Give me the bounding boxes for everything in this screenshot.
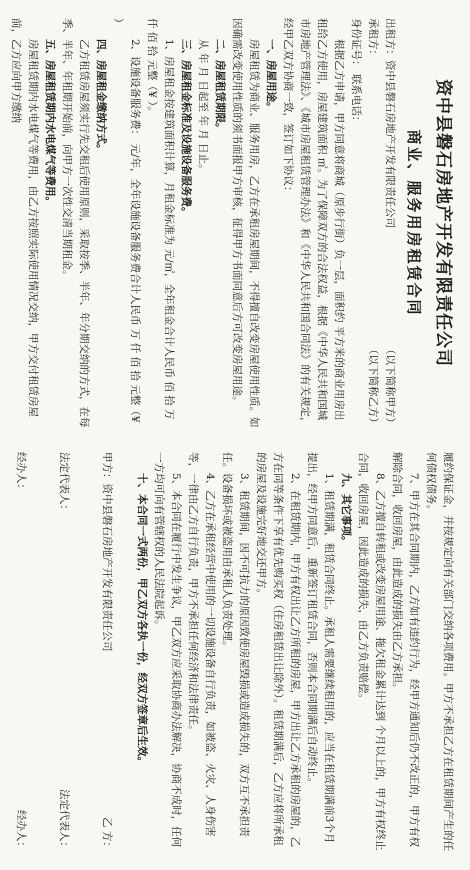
section-5-heading: 五、房屋租赁期内水电煤气等费用。: [44, 39, 57, 207]
section-2-heading: 二、房屋租赁期限。: [214, 39, 227, 134]
section-9-heading: 九、其它事项。: [340, 473, 352, 547]
section-3-item-2: 2、设施设备服务费： 元/年，全年设施设备服务费合计人民币 万 仟 佰 拾 元整（¥ ）: [112, 18, 142, 423]
signature-agent-b: 经办人：: [15, 810, 27, 852]
signature-party-a: 甲方：资中县磐石房地产开发有限责任公司: [101, 452, 113, 652]
section-3-item-1: 1、房屋租金按建筑面积计算，月租金标准为 元/㎡，全年租金合计人民币 佰 拾 万 仟 佰 拾 元整（¥ ）。: [146, 18, 176, 420]
signature-row-reps: [55, 452, 72, 852]
signature-party-b: 乙 方：: [101, 817, 113, 852]
party-b-paren: （以下简称乙方）: [367, 344, 380, 428]
section-5-text: 房屋租赁期内水电煤气等费用，由乙方按照实际使用情况交纳，甲方交付租赁房屋前，乙方应向甲方缴纳: [10, 18, 40, 417]
section-9-item-5: 5、本合同在履行中发生争议，甲乙双方应采取协商办法解决，协商不成时，任何一方均可向有管辖权的人民法院起诉。: [153, 452, 182, 848]
party-a-label: 出租方：资中县磐石房地产开发有限责任公司: [384, 18, 397, 228]
party-b-line: [364, 18, 381, 428]
contract-subtitle: 商业、服务用房租赁合同: [405, 129, 424, 317]
section-9-item-3: 3、租赁期间，因不可抗力的原因致使房屋毁损或造成损失的，双方互不承担责任。设备损坏或被盗用由承租人负责处理。: [221, 452, 250, 837]
signature-row-agents: [12, 452, 29, 852]
signature-rep-b: 法定代表人：: [58, 789, 70, 852]
party-a-paren: （以下简称甲方）: [384, 344, 397, 428]
intro-paragraph: 根据乙方申请，甲方同意将商城（原步行街）负一层，面积约 平方米的商业用房出租给乙方使用，房屋建筑面积 ㎡。为了保障双方的合法权益，根据《中华人民共和国城市房地产管理法》、《城市房屋租赁管理办法》和《中华人民共和国合同法》的有关规定，经甲乙双方协商一致，签订如下协议：: [282, 18, 346, 428]
clause-8: 8、乙方擅自转租或改变房屋用途、拖欠租金累计达到 个月以上的，甲方有权终止合同，收回房屋，因此造成的损失，由乙方负责赔偿。: [357, 452, 386, 851]
section-10-text: 十、本合同一式两份，甲乙双方各执一份，经双方签章后生效。: [136, 473, 148, 767]
section-4-text: 乙方租赁房屋须实行先交租后使用原则，采取按季、半年、年分期交纳的方式，在每季、半年、年租期开始前，向甲方一次性交清当期租金。: [61, 18, 91, 428]
section-9-item-1: 1、租赁期满，租赁合同终止。承租人需要继续租用的，应当在租赁期满前3个月提出，经甲方同意后，重新签订租赁合同，否则本合同期满后自动终止。: [306, 452, 335, 844]
section-9-item-4: 4、乙方在承租经营中使用的一切设施设备自行负责，如被盗、火灾、人身伤害等，一律由乙方自行负责，甲方不承担任何经济和法律责任。: [187, 452, 216, 837]
contract-page-one: [8, 18, 458, 428]
section-9-item-2: 2、在租赁期内，甲方有权出让乙方所租的房屋，甲方出让乙方承租的房屋的，乙方在同等条件下享有优先购买权（住房租赁出让除外）。租赁期满后，乙方应将所承租的房屋及设施完好地交还甲方。: [255, 452, 301, 848]
section-2-text: 从 年 月 日起至 年 月 日止。: [197, 39, 210, 175]
continuation-text: 履约保证金，并按规定向有关部门交纳各项费用。甲方不承担乙方在租赁期间产生的任何债权债务。: [425, 452, 454, 851]
section-4-heading: 四、房屋租金缴纳方式。: [95, 39, 108, 155]
section-1-text: 房屋租赁为商业、服务用房，乙方在承租房屋期间，不得擅自改变房屋使用性质。如因确需改变使用性质的须书面报甲方审核，征得甲方书面同意后方可改变房屋用途。: [231, 18, 261, 428]
signature-agent-a: 经办人：: [15, 452, 27, 494]
id-phone-line: 身份证号： 联系电话：: [350, 18, 363, 127]
party-b-label: 承租方：: [367, 18, 380, 60]
party-a-line: [381, 18, 398, 428]
company-title: 资中县磐石房地产开发有限责任公司: [433, 79, 453, 367]
clause-7: 7、甲方在其合同期内，乙方如有违约行为，经甲方通知后仍不改正的，甲方有权解除合同，收回房屋，由此造成的损失由乙方承担。: [391, 452, 420, 848]
contract-page-two: [6, 452, 456, 852]
section-1-heading: 一、房屋用途。: [265, 39, 278, 113]
signature-rep-a: 法定代表人：: [58, 452, 70, 515]
signature-row-parties: [98, 452, 115, 852]
section-3-heading: 三、房屋租金标准及设施设备服务费。: [180, 39, 193, 218]
